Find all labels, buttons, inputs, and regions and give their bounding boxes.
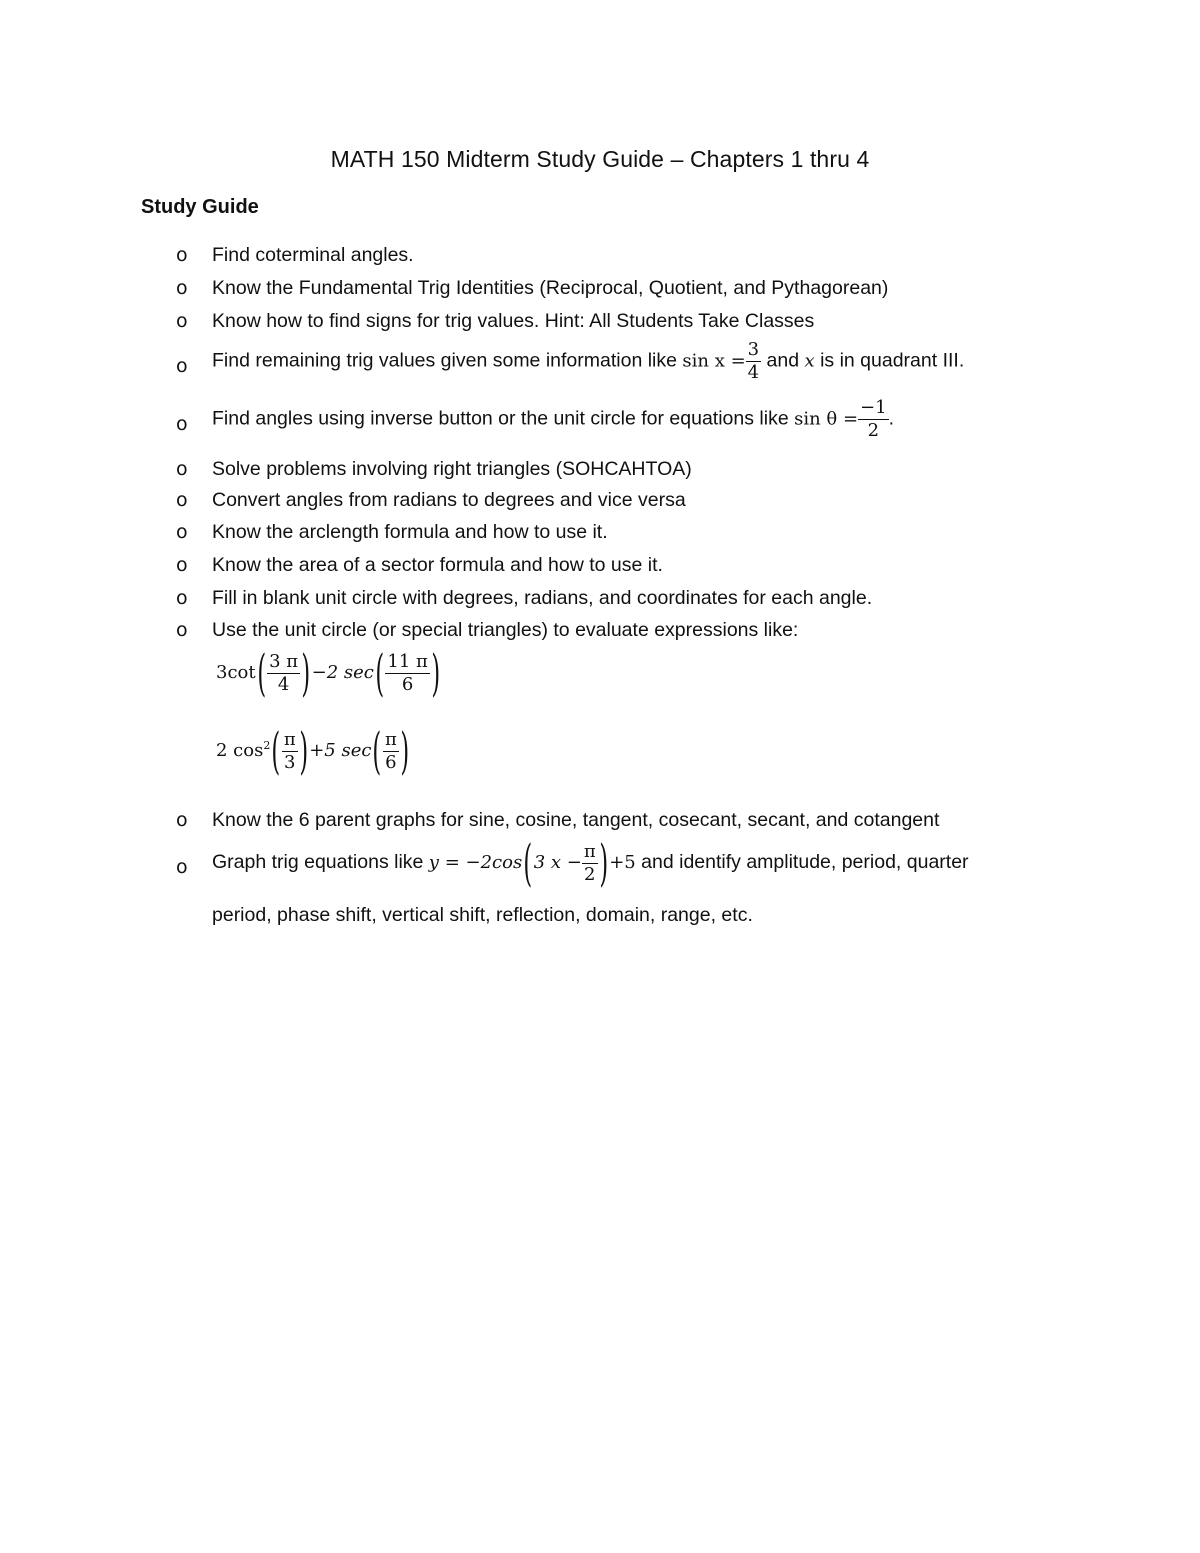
fraction [267,651,300,696]
numerator: π [283,728,296,750]
bullet-icon: o [176,244,188,266]
denominator: 4 [277,673,290,695]
numerator: 11 π [387,650,428,672]
list-item-text: Use the unit circle (or special triangles) to evaluate expressions like: [212,619,799,641]
right-paren: ) [599,834,608,892]
section-heading: Study Guide [141,196,259,218]
right-paren: ) [299,722,308,780]
denominator: 2 [584,863,596,885]
numerator: π [583,840,596,862]
left-paren: ( [256,644,266,702]
bullet-icon: o [176,277,188,299]
bullet-icon: o [176,458,188,480]
exponent: 2 [263,739,271,752]
bullet-icon: o [176,489,188,511]
math-sin-x: sin x = [682,350,746,372]
list-item-text: period, phase shift, vertical shift, reflection, domain, range, etc. [212,904,753,926]
page-title: MATH 150 Midterm Study Guide – Chapters 1 thru 4 [330,146,870,172]
left-paren: ( [271,722,281,780]
list-item-text: Solve problems involving right triangles (SOHCAHTOA) [212,458,692,480]
fraction [383,729,399,774]
math-term: +5 [609,852,636,874]
list-item-text: Know how to find signs for trig values. Hint: All Students Take Classes [212,310,815,332]
left-paren: ( [372,722,382,780]
fraction [858,397,889,442]
math-term: +5 sec [309,740,372,761]
bullet-icon: o [176,310,188,332]
list-item-text: Convert angles from radians to degrees and vice versa [212,489,686,511]
math-term: 3 x − [533,852,582,874]
math-graph-eq: y = −2cos [428,852,523,874]
numerator: 3 π [269,650,299,672]
numerator: −1 [860,397,887,418]
math-expression-1 [216,644,441,702]
bullet-icon: o [176,413,188,435]
period: . [888,407,895,430]
math-expression-2 [216,722,410,780]
right-paren: ) [301,644,311,702]
fraction [746,339,761,384]
math-sin-theta: sin θ = [794,408,859,430]
list-item-text: Fill in blank unit circle with degrees, radians, and coordinates for each angle. [212,587,873,609]
denominator: 6 [385,751,397,773]
bullet-icon: o [176,856,188,878]
math-var: x [804,350,815,372]
list-item-text [212,339,964,384]
item-text-part: Graph trig equations like [212,851,424,874]
left-paren: ( [523,834,533,892]
list-item-text [212,834,969,892]
math-term: −2 sec [311,662,374,683]
list-item-text: Know the 6 parent graphs for sine, cosine, tangent, cosecant, secant, and cotangent [212,809,940,831]
denominator: 6 [401,673,414,695]
item-text-part: and identify amplitude, period, quarter [641,851,969,874]
bullet-icon: o [176,619,188,641]
list-item-text [212,397,894,442]
bullet-icon: o [176,554,188,576]
item-text-part: is in quadrant III. [820,349,965,372]
item-text-part: Find angles using inverse button or the unit circle for equations like [212,407,789,430]
math-term: 2 cos [216,740,264,761]
right-paren: ) [431,644,441,702]
item-text-part: Find remaining trig values given some information like [212,349,677,372]
fraction [385,651,429,696]
bullet-icon: o [176,521,188,543]
list-item-text: Know the arclength formula and how to use it. [212,521,608,543]
bullet-icon: o [176,587,188,609]
math-term: 3cot [216,662,256,683]
denominator: 3 [284,751,296,773]
right-paren: ) [400,722,409,780]
bullet-icon: o [176,355,188,377]
list-item-text: Know the Fundamental Trig Identities (Reciprocal, Quotient, and Pythagorean) [212,277,889,299]
fraction [582,841,598,886]
left-paren: ( [375,644,385,702]
numerator: 3 [747,339,760,360]
list-item-text: Know the area of a sector formula and how to use it. [212,554,663,576]
item-text-part: and [766,349,800,372]
list-item-text: Find coterminal angles. [212,244,414,266]
fraction [282,729,298,774]
denominator: 4 [747,362,760,383]
numerator: π [384,728,397,750]
denominator: 2 [867,420,880,441]
bullet-icon: o [176,809,188,831]
